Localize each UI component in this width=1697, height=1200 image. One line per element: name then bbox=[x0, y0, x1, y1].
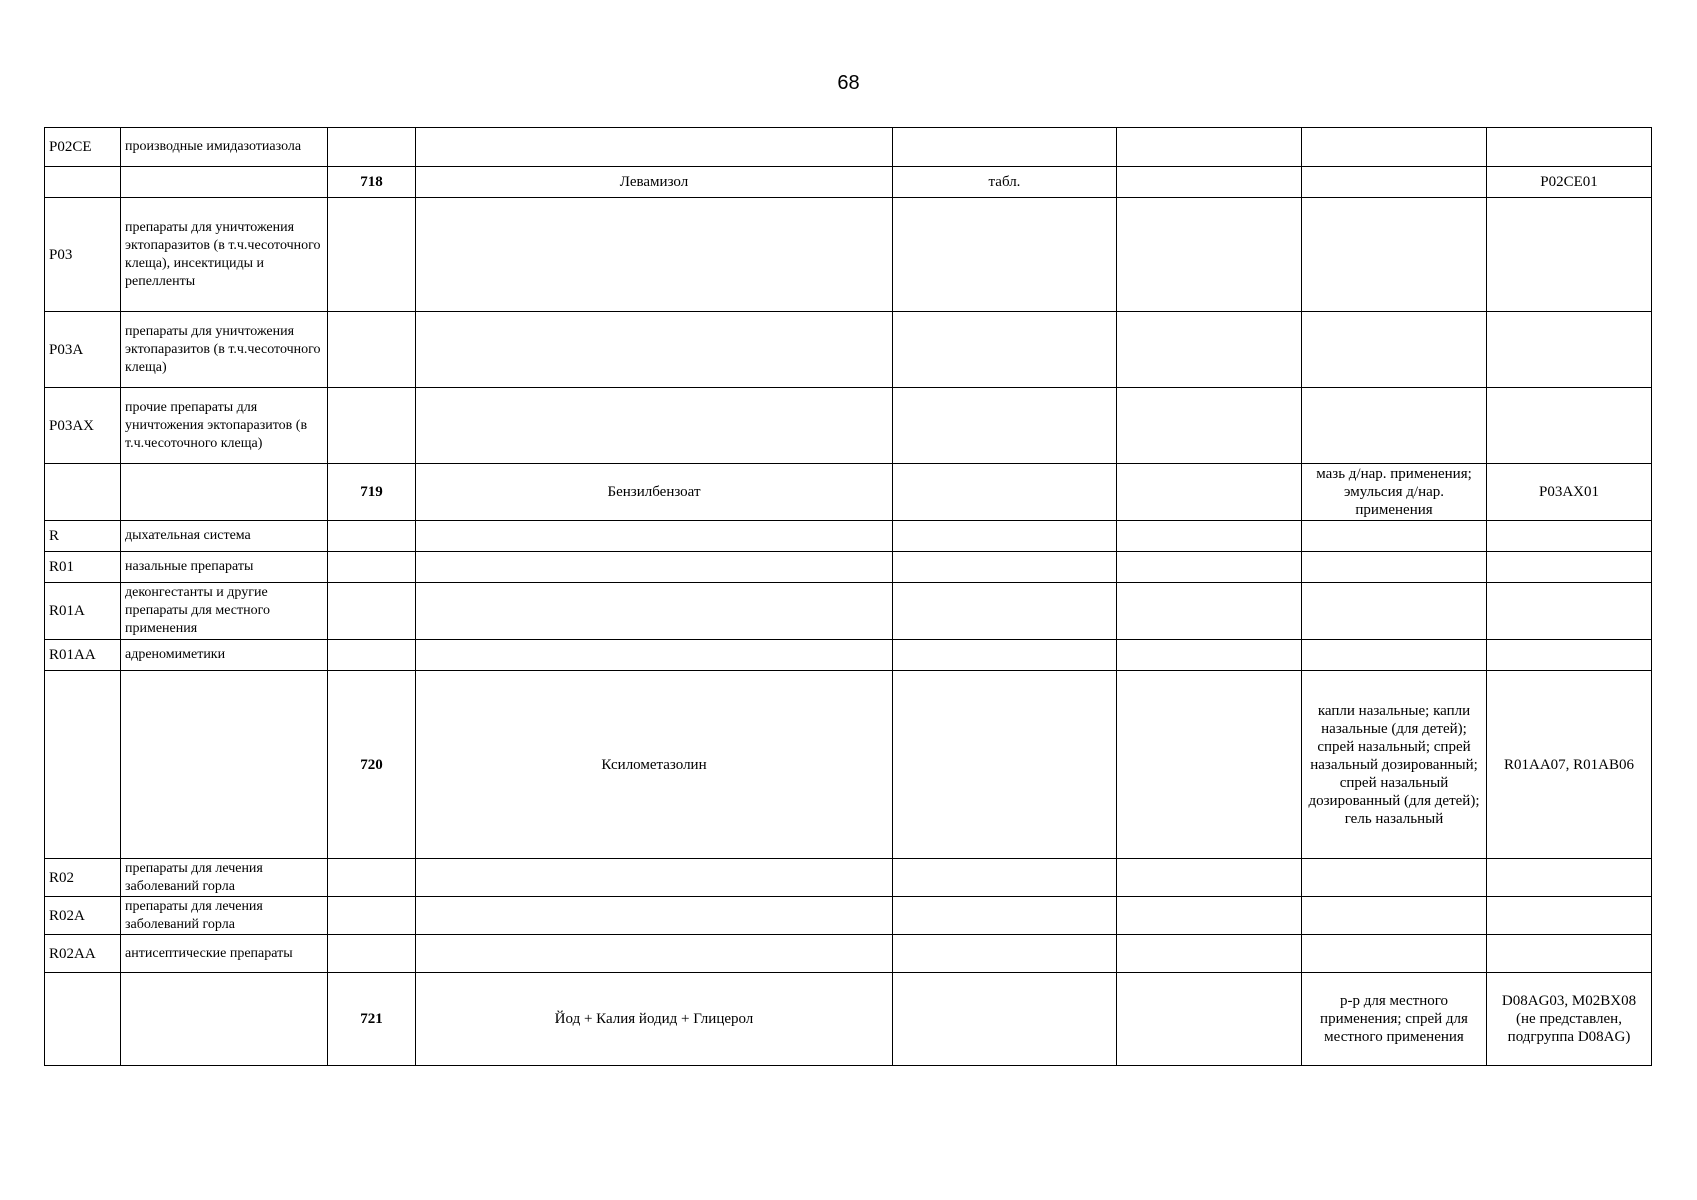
row-drug-name bbox=[416, 583, 893, 640]
row-number: 718 bbox=[328, 167, 416, 198]
row-number bbox=[328, 640, 416, 671]
row-atc-code bbox=[1487, 312, 1652, 388]
row-dosage-forms bbox=[1302, 859, 1487, 897]
row-atc-code bbox=[1487, 935, 1652, 973]
row-dosage-forms bbox=[1302, 388, 1487, 464]
row-form-extra bbox=[1117, 671, 1302, 859]
row-number bbox=[328, 521, 416, 552]
row-dosage-forms: капли назальные; капли назальные (для детей); спрей назальный; спрей назальный дозированный; спрей назальный дозированный (для детей); гель назальный bbox=[1302, 671, 1487, 859]
row-dosage-forms bbox=[1302, 521, 1487, 552]
row-code: R01AA bbox=[45, 640, 121, 671]
table-row bbox=[45, 935, 1652, 973]
row-code: P02CE bbox=[45, 128, 121, 167]
row-code: R01 bbox=[45, 552, 121, 583]
row-drug-name bbox=[416, 198, 893, 312]
row-form bbox=[893, 859, 1117, 897]
row-group: назальные препараты bbox=[121, 552, 328, 583]
row-atc-code bbox=[1487, 198, 1652, 312]
row-group: производные имидазотиазола bbox=[121, 128, 328, 167]
row-group: прочие препараты для уничтожения эктопаразитов (в т.ч.чесоточного клеща) bbox=[121, 388, 328, 464]
row-form-extra bbox=[1117, 897, 1302, 935]
row-form bbox=[893, 388, 1117, 464]
row-number bbox=[328, 935, 416, 973]
row-group: препараты для лечения заболеваний горла bbox=[121, 897, 328, 935]
row-dosage-forms bbox=[1302, 583, 1487, 640]
row-atc-code bbox=[1487, 897, 1652, 935]
row-code bbox=[45, 167, 121, 198]
row-group: адреномиметики bbox=[121, 640, 328, 671]
row-code: R bbox=[45, 521, 121, 552]
row-form bbox=[893, 521, 1117, 552]
row-form bbox=[893, 552, 1117, 583]
row-drug-name bbox=[416, 859, 893, 897]
row-atc-code bbox=[1487, 583, 1652, 640]
row-dosage-forms: р-р для местного применения; спрей для местного применения bbox=[1302, 973, 1487, 1066]
row-drug-name bbox=[416, 935, 893, 973]
row-form bbox=[893, 897, 1117, 935]
row-dosage-forms bbox=[1302, 312, 1487, 388]
row-drug-name bbox=[416, 640, 893, 671]
row-number bbox=[328, 388, 416, 464]
row-form-extra bbox=[1117, 388, 1302, 464]
row-atc-code bbox=[1487, 521, 1652, 552]
row-atc-code bbox=[1487, 388, 1652, 464]
row-dosage-forms bbox=[1302, 198, 1487, 312]
table-row bbox=[45, 583, 1652, 640]
table-row bbox=[45, 128, 1652, 167]
row-form bbox=[893, 198, 1117, 312]
row-number bbox=[328, 198, 416, 312]
table-row bbox=[45, 388, 1652, 464]
row-code: R02AA bbox=[45, 935, 121, 973]
table-row bbox=[45, 859, 1652, 897]
row-form bbox=[893, 464, 1117, 521]
row-dosage-forms bbox=[1302, 552, 1487, 583]
row-atc-code bbox=[1487, 128, 1652, 167]
row-drug-name: Левамизол bbox=[416, 167, 893, 198]
row-number: 721 bbox=[328, 973, 416, 1066]
row-drug-name bbox=[416, 521, 893, 552]
row-code: R02A bbox=[45, 897, 121, 935]
row-number bbox=[328, 897, 416, 935]
row-number: 719 bbox=[328, 464, 416, 521]
row-form bbox=[893, 640, 1117, 671]
table-row bbox=[45, 198, 1652, 312]
row-code: P03AX bbox=[45, 388, 121, 464]
row-drug-name bbox=[416, 552, 893, 583]
row-number: 720 bbox=[328, 671, 416, 859]
row-dosage-forms bbox=[1302, 167, 1487, 198]
row-dosage-forms: мазь д/нар. применения; эмульсия д/нар. применения bbox=[1302, 464, 1487, 521]
row-drug-name: Йод + Калия йодид + Глицерол bbox=[416, 973, 893, 1066]
row-form-extra bbox=[1117, 552, 1302, 583]
row-form bbox=[893, 128, 1117, 167]
row-code: P03 bbox=[45, 198, 121, 312]
row-drug-name bbox=[416, 312, 893, 388]
row-atc-code bbox=[1487, 552, 1652, 583]
drug-table bbox=[44, 127, 1652, 1066]
row-group: препараты для уничтожения эктопаразитов (в т.ч.чесоточного клеща), инсектициды и репелленты bbox=[121, 198, 328, 312]
row-dosage-forms bbox=[1302, 935, 1487, 973]
table-row bbox=[45, 312, 1652, 388]
row-drug-name bbox=[416, 897, 893, 935]
row-code bbox=[45, 671, 121, 859]
row-drug-name bbox=[416, 128, 893, 167]
row-drug-name: Бензилбензоат bbox=[416, 464, 893, 521]
table-row bbox=[45, 671, 1652, 859]
row-atc-code bbox=[1487, 859, 1652, 897]
row-atc-code: P02CE01 bbox=[1487, 167, 1652, 198]
row-code bbox=[45, 973, 121, 1066]
row-form bbox=[893, 671, 1117, 859]
table-row bbox=[45, 521, 1652, 552]
row-number bbox=[328, 312, 416, 388]
table-row bbox=[45, 167, 1652, 198]
row-group: антисептические препараты bbox=[121, 935, 328, 973]
row-code: R01A bbox=[45, 583, 121, 640]
row-dosage-forms bbox=[1302, 128, 1487, 167]
row-code: P03A bbox=[45, 312, 121, 388]
page-number: 68 bbox=[837, 72, 860, 94]
row-number bbox=[328, 859, 416, 897]
row-form-extra bbox=[1117, 973, 1302, 1066]
row-form-extra bbox=[1117, 167, 1302, 198]
row-form bbox=[893, 583, 1117, 640]
table-row bbox=[45, 897, 1652, 935]
row-group: препараты для лечения заболеваний горла bbox=[121, 859, 328, 897]
row-number bbox=[328, 583, 416, 640]
row-atc-code bbox=[1487, 640, 1652, 671]
row-atc-code: P03AX01 bbox=[1487, 464, 1652, 521]
row-atc-code: D08AG03, M02BX08 (не представлен, подгруппа D08AG) bbox=[1487, 973, 1652, 1066]
table-row bbox=[45, 640, 1652, 671]
table-row bbox=[45, 973, 1652, 1066]
row-dosage-forms bbox=[1302, 897, 1487, 935]
row-form bbox=[893, 312, 1117, 388]
row-form bbox=[893, 935, 1117, 973]
row-atc-code: R01AA07, R01AB06 bbox=[1487, 671, 1652, 859]
row-form-extra bbox=[1117, 583, 1302, 640]
row-code: R02 bbox=[45, 859, 121, 897]
row-drug-name: Ксилометазолин bbox=[416, 671, 893, 859]
row-group bbox=[121, 973, 328, 1066]
row-form-extra bbox=[1117, 935, 1302, 973]
row-group: дыхательная система bbox=[121, 521, 328, 552]
row-form: табл. bbox=[893, 167, 1117, 198]
row-form-extra bbox=[1117, 198, 1302, 312]
row-form-extra bbox=[1117, 640, 1302, 671]
row-form-extra bbox=[1117, 521, 1302, 552]
row-drug-name bbox=[416, 388, 893, 464]
row-group bbox=[121, 671, 328, 859]
row-dosage-forms bbox=[1302, 640, 1487, 671]
row-group bbox=[121, 167, 328, 198]
row-form-extra bbox=[1117, 464, 1302, 521]
row-form-extra bbox=[1117, 859, 1302, 897]
row-form bbox=[893, 973, 1117, 1066]
row-form-extra bbox=[1117, 312, 1302, 388]
row-number bbox=[328, 552, 416, 583]
table-row bbox=[45, 464, 1652, 521]
row-group bbox=[121, 464, 328, 521]
row-code bbox=[45, 464, 121, 521]
row-group: деконгестанты и другие препараты для местного применения bbox=[121, 583, 328, 640]
row-group: препараты для уничтожения эктопаразитов (в т.ч.чесоточного клеща) bbox=[121, 312, 328, 388]
row-form-extra bbox=[1117, 128, 1302, 167]
row-number bbox=[328, 128, 416, 167]
table-row bbox=[45, 552, 1652, 583]
